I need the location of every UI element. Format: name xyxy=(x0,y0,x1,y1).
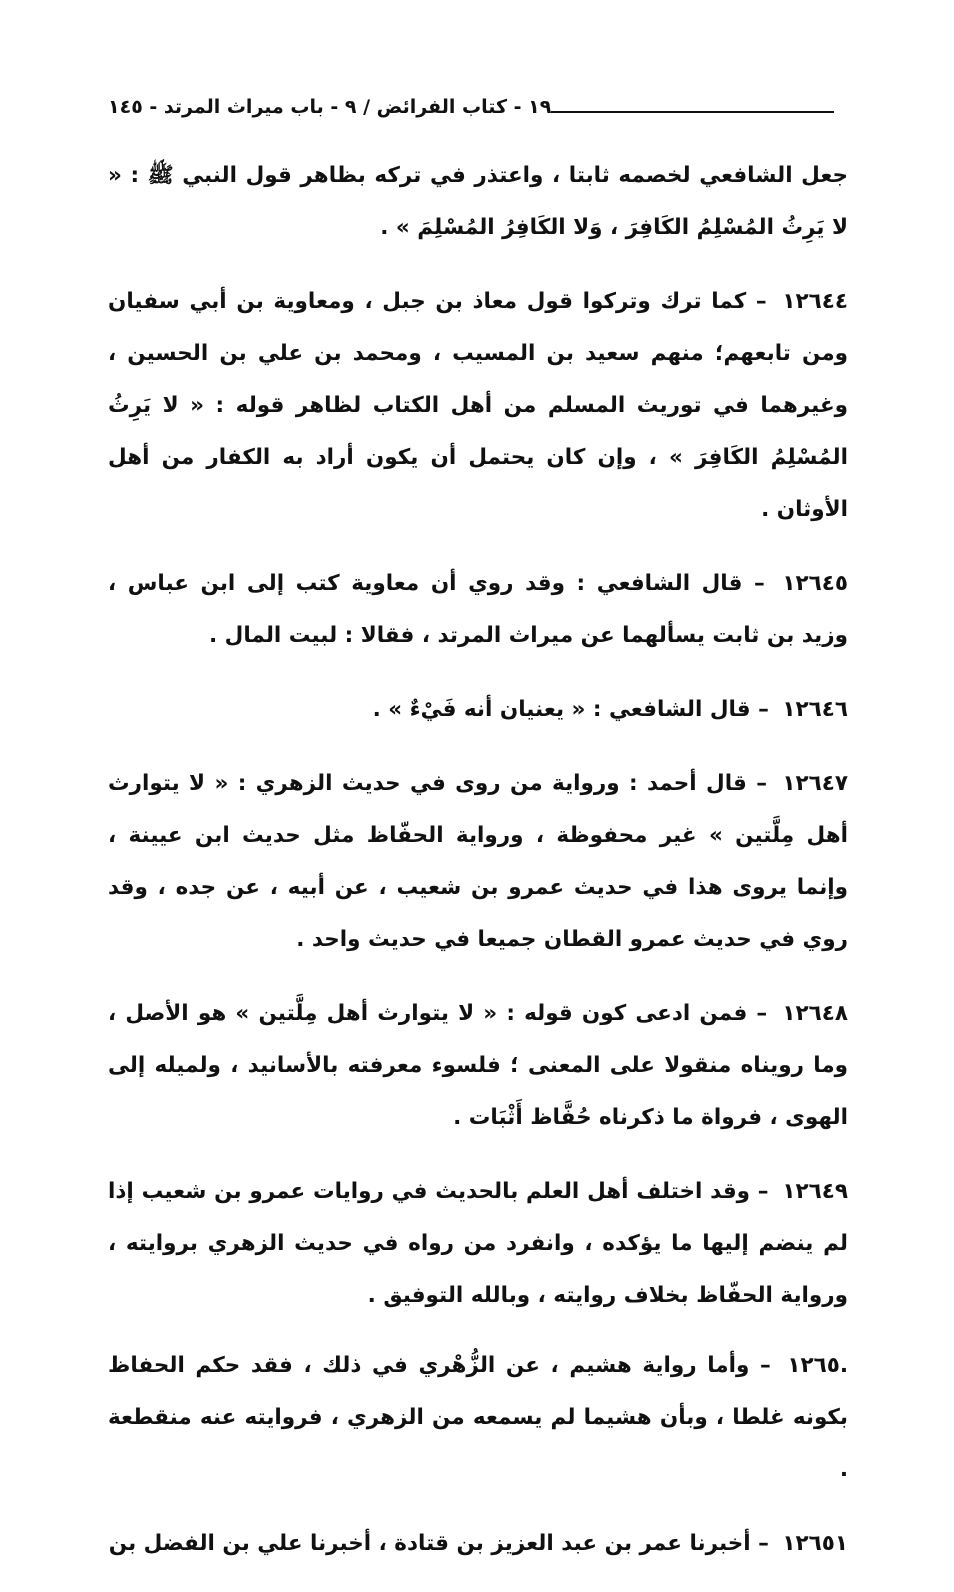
paragraph-12651 xyxy=(108,1518,848,1570)
paragraph-number: ١٢٦٤٧ xyxy=(782,771,848,796)
paragraph-text: – وقد اختلف أهل العلم بالحديث في روايات عمرو بن شعيب إذا لم ينضم إليها ما يؤكده ، وانفرد من رواه في حديث الزهري بروايته ، ورواية الحفّاظ بخلاف روايته ، وبالله التوفيق . xyxy=(108,1179,848,1308)
paragraph-12648 xyxy=(108,988,848,1144)
paragraph-number: ١٢٦٤٨ xyxy=(782,1001,848,1026)
paragraph-number: ١٢٦٤٤ xyxy=(782,289,848,314)
header-title: ١٩ - كتاب الفرائض / ٩ - باب ميراث المرتد - ١٤٥ xyxy=(108,96,552,118)
paragraph-12644 xyxy=(108,276,848,536)
paragraph-text: – وأما رواية هشيم ، عن الزُّهْري في ذلك ، فقد حكم الحفاظ بكونه غلطا ، وبأن هشيما لم يسمعه من الزهري ، فروايته عنه منقطعة . xyxy=(108,1353,848,1482)
paragraph-text: – كما ترك وتركوا قول معاذ بن جبل ، ومعاوية بن أبي سفيان ومن تابعهم؛ منهم سعيد بن المسيب ، ومحمد بن علي بن الحسين ، وغيرهما في توريث المسلم من أهل الكتاب لظاهر قوله : « لا يَرِثُ المُسْلِمُ الكَافِرَ » ، وإن كان يحتمل أن يكون أراد به الكفار من أهل الأوثان . xyxy=(108,289,848,522)
paragraph-text: جعل الشافعي لخصمه ثابتا ، واعتذر في تركه بظاهر قول النبي ﷺ : « لا يَرِثُ المُسْلِمُ الكَافِرَ ، وَلا الكَافِرُ المُسْلِمَ » . xyxy=(108,163,848,240)
paragraph-text: – قال أحمد : ورواية من روى في حديث الزهري : « لا يتوارث أهل مِلَّتين » غير محفوظة ، ورواية الحفّاظ مثل حديث ابن عيينة ، وإنما يروى هذا في حديث عمرو بن شعيب ، عن أبيه ، عن جده ، وقد روي في حديث عمرو القطان جميعا في حديث واحد . xyxy=(108,771,848,952)
paragraph-12646 xyxy=(108,684,848,736)
paragraph-text: – قال الشافعي : « يعنيان أنه فَيْءٌ » . xyxy=(372,697,769,722)
paragraph-12645 xyxy=(108,558,848,662)
paragraph-text: – قال الشافعي : وقد روي أن معاوية كتب إلى ابن عباس ، وزيد بن ثابت يسألهما عن ميراث المرتد ، فقالا : لبيت المال . xyxy=(108,571,848,648)
paragraph-continuation xyxy=(108,150,848,254)
paragraph-number: ١٢٦٤٥ xyxy=(782,571,848,596)
header-rule xyxy=(551,111,834,113)
body-text xyxy=(108,150,848,1592)
paragraph-number: ١٢٦٥١ xyxy=(782,1531,848,1556)
paragraph-12647 xyxy=(108,758,848,966)
paragraph-number: .١٢٦٥ xyxy=(787,1353,848,1378)
paragraph-12650 xyxy=(108,1340,848,1496)
paragraph-number: ١٢٦٤٦ xyxy=(782,697,848,722)
running-header xyxy=(108,92,848,122)
paragraph-12649 xyxy=(108,1166,848,1322)
paragraph-text: – فمن ادعى كون قوله : « لا يتوارث أهل مِلَّتين » هو الأصل ، وما رويناه منقولا على المعنى ؛ فلسوء معرفته بالأسانيد ، ولميله إلى الهوى ، فرواة ما ذكرناه حُفَّاظ أَثْبَات . xyxy=(108,1001,848,1130)
paragraph-text: – أخبرنا عمر بن عبد العزيز بن قتادة ، أخبرنا علي بن الفضل بن xyxy=(108,1531,769,1556)
paragraph-number: ١٢٦٤٩ xyxy=(782,1179,848,1204)
